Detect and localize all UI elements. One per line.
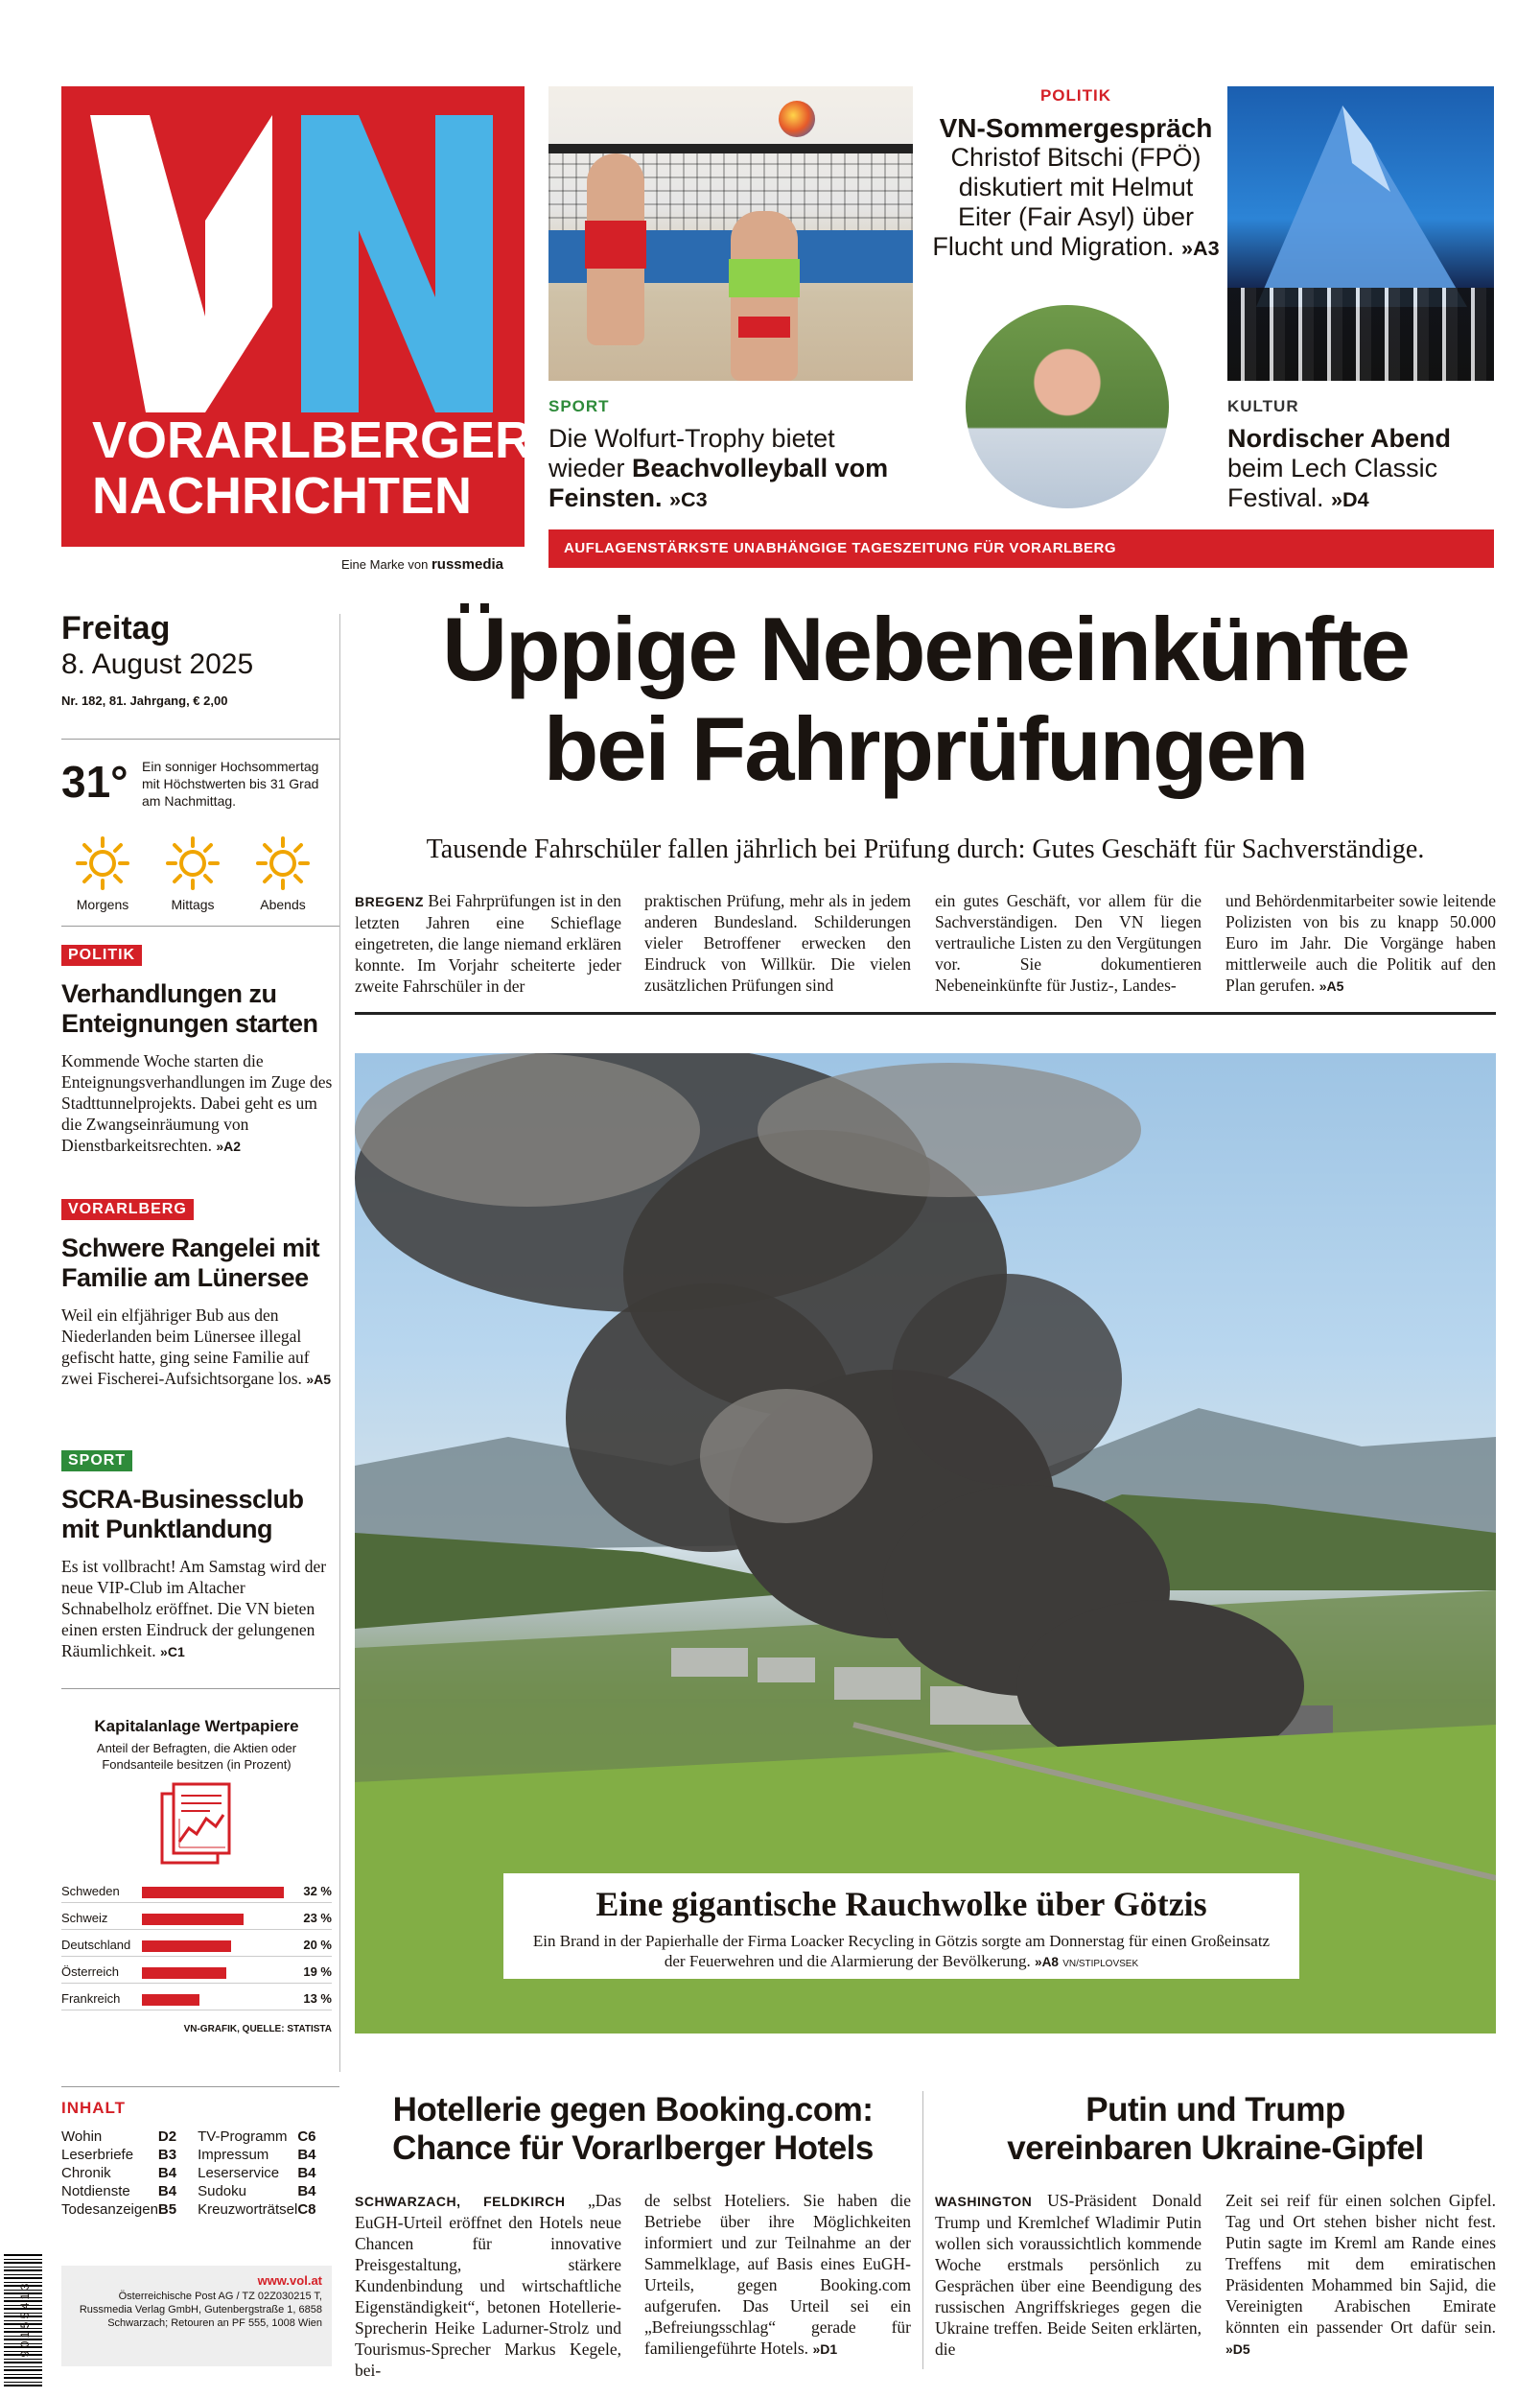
weather-periods — [61, 835, 339, 921]
teaser-politik[interactable] — [932, 86, 1220, 263]
side-news-politik[interactable] — [61, 945, 339, 1157]
lead-headline-line1: Üppige Nebeneinkünfte — [442, 599, 1409, 699]
lead-subhead: Tausende Fahrschüler fallen jährlich bei Prüfung durch: Gutes Geschäft für Sachverständige. — [426, 835, 1425, 864]
chart-bar — [142, 1887, 284, 1898]
toc-page[interactable]: C6 — [297, 2128, 316, 2145]
photo-caption-text — [532, 1931, 1271, 1974]
story-right-col-1-text: US-Präsident Donald Trump und Kremlchef Wladimir Putin wollen sich voraussichtlich kommende Woche erstmals persönlich zu Gesprächen über eine Beendigung des russischen Angriffskrieges gegen die Ukraine treffen. Beide Seiten erklärten, die — [935, 2191, 1202, 2359]
chart-document-icon — [152, 1780, 241, 1869]
side-news-ref: »A5 — [306, 1372, 331, 1387]
toc-section[interactable]: Kreuzworträtsel — [198, 2201, 298, 2218]
teaser-kultur-text-body: beim Lech Classic Festival. — [1227, 454, 1438, 512]
teaser-kultur-head: Nordischer Abend — [1227, 424, 1452, 453]
side-news-vorarlberg[interactable] — [61, 1199, 339, 1390]
sun-icon — [254, 835, 312, 892]
chart-row-line — [61, 1902, 332, 1903]
lead-col-4 — [1225, 890, 1496, 997]
toc — [61, 2099, 339, 2219]
photo-caption-text-body: Ein Brand in der Papierhalle der Firma Loacker Recycling in Götzis sorgte am Donnerstag für einen Großeinsatz der Feuerwehren und die Alarmierung der Bevölkerung. — [532, 1932, 1271, 1970]
teaser-sport-text — [548, 424, 913, 514]
dateline-issue: Nr. 182, 81. Jahrgang, € 2,00 — [61, 694, 228, 708]
teaser-politik-portrait[interactable] — [966, 305, 1169, 508]
tagline-bar — [548, 529, 1494, 568]
chart-subtitle: Anteil der Befragten, die Aktien oder Fondsanteile besitzen (in Prozent) — [96, 1741, 297, 1772]
teaser-kultur[interactable] — [1227, 397, 1505, 514]
toc-row — [61, 2200, 338, 2219]
chart-bar — [142, 1967, 226, 1979]
story-right-col-1 — [935, 2190, 1202, 2360]
teaser-politik-text — [932, 143, 1220, 263]
weather-period-evening — [249, 835, 316, 912]
story-left-headline-line1: Hotellerie gegen Booking.com: — [392, 2091, 874, 2128]
toc-page[interactable]: B4 — [297, 2147, 316, 2163]
lead-col-4-text: und Behördenmitarbeiter sowie leitende Polizisten von bis zu knapp 50.000 Euro im Jahr. Die Vorgänge haben mittlerweile auch die Politik auf den Plan gerufen. — [1225, 891, 1496, 995]
chart-title: Kapitalanlage Wertpapiere — [94, 1717, 299, 1735]
side-news-text-body: Weil ein elfjähriger Bub aus den Niederlanden beim Lünersee illegal gefischt hatte, ging seine Familie auf zwei Fischerei-Aufsichtsorgane los. — [61, 1305, 310, 1388]
toc-section[interactable]: Sudoku — [198, 2183, 246, 2199]
weather-period-label: Morgens — [76, 897, 129, 912]
story-left-col-1-text: „Das EuGH-Urteil eröffnet den Hotels neue Chancen für innovative Preisgestaltung, stärkere Kundenbindung und wirtschaftliche Eigenständigkeit“, betonen Hotellerie-Sprecherin Heike Ladurner-Strolz und Tourismus-Sprecher Markus Kegele, bei- — [355, 2191, 621, 2380]
chart-value-label: 19 % — [303, 1964, 332, 1979]
teaser-kultur-text — [1227, 454, 1505, 514]
toc-section[interactable]: Todesanzeigen — [61, 2201, 158, 2218]
side-news-sport[interactable] — [61, 1450, 339, 1662]
lead-col-1 — [355, 890, 621, 997]
story-left-col-2 — [644, 2190, 911, 2360]
chart-bar-row — [61, 1989, 332, 2010]
chart-source: VN-GRAFIK, QUELLE: STATISTA — [183, 2024, 332, 2034]
teaser-sport[interactable] — [548, 397, 913, 514]
toc-page[interactable]: B4 — [297, 2183, 316, 2199]
chart-bar — [142, 1994, 199, 2006]
fire-photo[interactable] — [355, 1053, 1496, 2034]
weather-period-noon — [159, 835, 226, 912]
teaser-kultur-photo[interactable] — [1227, 86, 1494, 381]
story-right-headline-line1: Putin und Trump — [1085, 2091, 1345, 2128]
teaser-kultur-kicker: KULTUR — [1227, 397, 1299, 415]
side-news-tag: SPORT — [61, 1450, 132, 1471]
sidebar-divider — [61, 926, 339, 927]
lead-divider — [355, 1012, 1496, 1015]
side-news-ref: »C1 — [160, 1644, 185, 1659]
weather-text: Ein sonniger Hochsommertag mit Höchstwerten bis 31 Grad am Nachmittag. — [142, 759, 319, 809]
toc-page[interactable]: B3 — [157, 2147, 177, 2163]
lead-headline-line2: bei Fahrprüfungen — [543, 698, 1308, 799]
chart-category-label: Schweiz — [61, 1911, 108, 1925]
sun-icon — [74, 835, 131, 892]
side-news-ref: »A2 — [216, 1139, 242, 1154]
teaser-politik-kicker: POLITIK — [1039, 86, 1112, 105]
toc-section[interactable]: TV-Programm — [198, 2128, 288, 2145]
sidebar-divider — [61, 739, 339, 740]
chart-category-label: Deutschland — [61, 1938, 131, 1952]
photo-caption-headline: Eine gigantische Rauchwolke über Götzis — [595, 1885, 1207, 1923]
story-left-col-1 — [355, 2190, 621, 2381]
masthead-name-line1: VORARLBERGER — [92, 411, 533, 469]
toc-row — [61, 2128, 338, 2146]
chart-value-label: 20 % — [303, 1938, 332, 1952]
vn-logo-icon — [90, 115, 496, 412]
lead-headline[interactable] — [355, 600, 1496, 799]
toc-page[interactable]: C8 — [297, 2201, 316, 2218]
side-news-tag: VORARLBERG — [61, 1199, 194, 1220]
lead-location: BREGENZ — [355, 894, 424, 909]
dateline-weekday: Freitag — [61, 610, 171, 647]
toc-section[interactable]: Notdienste — [61, 2183, 130, 2199]
story-divider — [922, 2091, 923, 2369]
story-left-headline — [355, 2091, 911, 2168]
toc-section[interactable]: Impressum — [198, 2147, 269, 2163]
story-right-col-2 — [1225, 2190, 1496, 2360]
story-right[interactable] — [935, 2091, 1496, 2168]
brand-note — [341, 556, 503, 573]
chart-bar-row — [61, 1963, 332, 1984]
story-left[interactable] — [355, 2091, 911, 2168]
teaser-politik-text-body: Christof Bitschi (FPÖ) diskutiert mit Helmut Eiter (Fair Asyl) über Flucht und Migration. — [932, 143, 1202, 261]
story-right-col-2-text: Zeit sei reif für einen solchen Gipfel. Tag und Ort stehen bisher nicht fest. Putin sagte im Kreml am Rande eines Treffens mit dem emiratischen Präsidenten Mohammed bin Sajid, die Vereinigten Arabischen Emirate könnten ein passender Ort dafür sein. — [1225, 2191, 1496, 2337]
teaser-sport-kicker: SPORT — [548, 397, 610, 415]
sidebar-divider — [61, 1688, 339, 1689]
brand-name: russmedia — [431, 556, 503, 573]
story-left-location: SCHWARZACH, FELDKIRCH — [355, 2194, 566, 2209]
story-right-ref: »D5 — [1225, 2341, 1250, 2357]
chart-value-label: 13 % — [303, 1991, 332, 2006]
chart-row-line — [61, 1929, 332, 1930]
toc-page[interactable]: D2 — [157, 2128, 177, 2145]
teaser-kultur-ref: »D4 — [1331, 487, 1369, 511]
chart-bar-row — [61, 1909, 332, 1930]
weather-period-morning — [69, 835, 136, 912]
imprint-box — [61, 2266, 332, 2366]
toc-row — [61, 2146, 338, 2164]
masthead-logo[interactable] — [61, 86, 533, 547]
chart-value-label: 32 % — [303, 1884, 332, 1898]
lead-ref: »A5 — [1318, 978, 1344, 994]
side-news-headline: Verhandlungen zu Enteignungen starten — [61, 979, 318, 1038]
story-left-col-2-text: de selbst Hoteliers. Sie haben die Betriebe über ihre Möglichkeiten informiert und zur Teilnahme an der Sammelklage, auf Basis eines EuGH-Urteils, gegen Booking.com aufgerufen. Das Urteil sei ein „Befreiungsschlag“ gerade für familiengeführte Hotels. — [644, 2191, 911, 2358]
side-news-tag: POLITIK — [61, 945, 142, 966]
teaser-sport-text-plain: Die Wolfurt-Trophy bietet wieder — [548, 424, 835, 482]
chart-category-label: Österreich — [61, 1964, 119, 1979]
side-news-text-body: Es ist vollbracht! Am Samstag wird der neue VIP-Club im Altacher Schnabelholz eröffnet. Die VN bieten einen ersten Eindruck der gelungenen Räumlichkeit. — [61, 1557, 327, 1660]
teaser-sport-text-bold: Beachvolleyball vom Feinsten. — [548, 454, 889, 512]
toc-section[interactable]: Leserservice — [198, 2165, 280, 2181]
photo-caption-credit: VN/STIPLOVSEK — [1062, 1959, 1139, 1969]
fire-photo-caption[interactable] — [503, 1873, 1299, 1979]
toc-section[interactable]: Leserbriefe — [61, 2147, 134, 2163]
weather-temp: 31° — [61, 757, 128, 807]
weather-period-label: Mittags — [171, 897, 215, 912]
story-left-headline-line2: Chance für Vorarlberger Hotels — [392, 2129, 874, 2167]
side-news-headline: Schwere Rangelei mit Familie am Lünersee — [61, 1234, 320, 1292]
dateline — [61, 609, 339, 708]
chart-category-label: Frankreich — [61, 1991, 121, 2006]
toc-page[interactable]: B4 — [157, 2165, 177, 2181]
side-news-text — [61, 1556, 339, 1662]
lead-col-3: ein gutes Geschäft, vor allem für die Sachverständigen. Den VN liegen vertrauliche Listen zu den Vergütungen vor. Sie dokumentieren Nebeneinkünfte für Justiz-, Landes- — [935, 891, 1202, 995]
lead-col-2: praktischen Prüfung, mehr als in jedem anderen Bundesland. Schilderungen vieler Betroffener erwecken den Eindruck von Willkür. Die vielen zusätzlichen Prüfungen sind — [644, 891, 911, 995]
toc-page[interactable]: B4 — [157, 2183, 177, 2199]
toc-row — [61, 2182, 338, 2200]
barcode-digits: 9 0 1 5 5 4 1 3 — [18, 2283, 32, 2358]
toc-page[interactable]: B4 — [297, 2165, 316, 2181]
side-news-text — [61, 1050, 339, 1157]
story-left-ref: »D1 — [812, 2341, 838, 2357]
teaser-sport-photo[interactable] — [548, 86, 913, 381]
chart-bar — [142, 1940, 231, 1952]
column-divider — [339, 614, 340, 2072]
tagline-text: AUFLAGENSTÄRKSTE UNABHÄNGIGE TAGESZEITUNG FÜR VORARLBERG — [564, 540, 1117, 556]
sun-icon — [164, 835, 222, 892]
weather-period-label: Abends — [260, 897, 306, 912]
toc-title: INHALT — [61, 2099, 127, 2117]
chart-row-line — [61, 1956, 332, 1957]
toc-section[interactable]: Chronik — [61, 2165, 111, 2181]
chart-row-line — [61, 1983, 332, 1984]
teaser-politik-ref: »A3 — [1181, 236, 1220, 260]
chart-value-label: 23 % — [303, 1911, 332, 1925]
imprint-text: Österreichische Post AG / TZ 02Z030215 T, Russmedia Verlag GmbH, Gutenbergstraße 1, 6858 Schwarzach; Retouren an PF 555, 1008 Wien — [79, 2291, 322, 2329]
chart-bar — [142, 1914, 244, 1925]
story-right-headline — [935, 2091, 1496, 2168]
brand-note-text: Eine Marke von — [341, 557, 429, 572]
photo-caption-ref: »A8 — [1035, 1955, 1059, 1969]
masthead-name-line2: NACHRICHTEN — [92, 467, 472, 525]
teaser-sport-ref: »C3 — [669, 487, 708, 511]
sidebar-divider — [61, 2086, 339, 2087]
story-right-headline-line2: vereinbaren Ukraine-Gipfel — [1007, 2129, 1424, 2167]
side-news-text-body: Kommende Woche starten die Enteignungsverhandlungen im Zuge des Stadttunnelprojekts. Dabei geht es um die Zwangseinräumung von Dienstbarkeitsrechten. — [61, 1051, 333, 1155]
side-news-text — [61, 1305, 339, 1390]
chart-category-label: Schweden — [61, 1884, 120, 1898]
toc-row — [61, 2164, 338, 2182]
lead-col-1-text: Bei Fahrprüfungen ist in den letzten Jahren eine Schieflage eingetreten, die lange niemand erklären konnte. Im Vorjahr scheiterte jeder zweite Fahrschüler in der — [355, 891, 622, 996]
toc-section[interactable]: Wohin — [61, 2128, 103, 2145]
dateline-date: 8. August 2025 — [61, 648, 254, 680]
side-news-headline: SCRA-Businessclub mit Punktlandung — [61, 1485, 304, 1543]
imprint-url[interactable]: www.vol.at — [257, 2273, 322, 2288]
chart-bar-row — [61, 1882, 332, 1903]
toc-page[interactable]: B5 — [157, 2201, 177, 2218]
toc-table — [61, 2128, 338, 2219]
chart-bar-row — [61, 1936, 332, 1957]
story-right-location: WASHINGTON — [935, 2194, 1033, 2209]
teaser-politik-head: VN-Sommergespräch — [939, 113, 1213, 143]
